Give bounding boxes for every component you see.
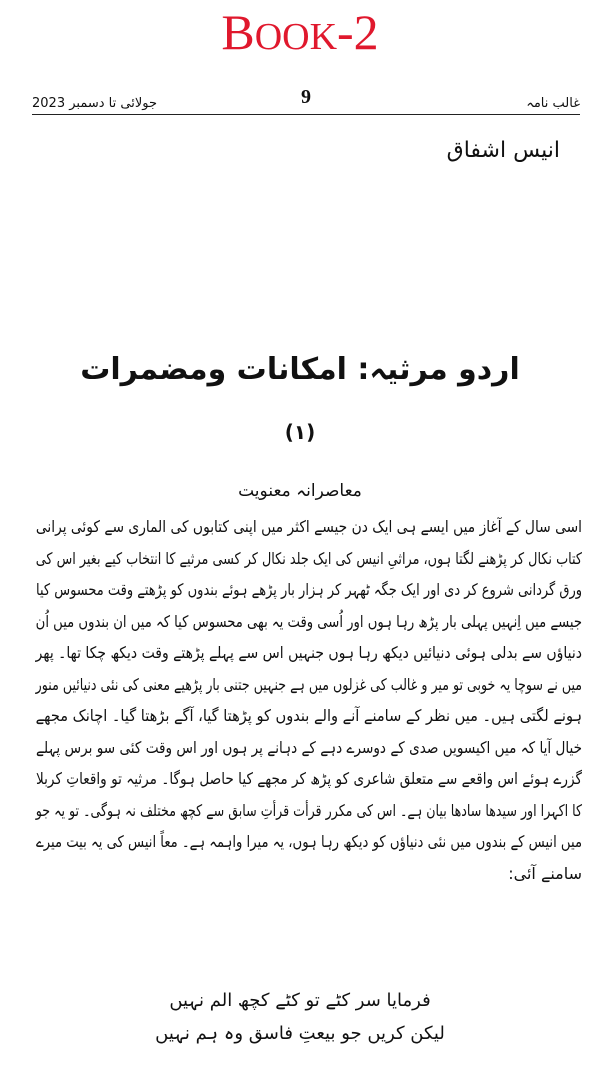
body-line: ورق گردانی شروع کر دی اور ایک جگہ ٹھہر کر ہزار بار پڑھے ہوئے بندوں کو پڑھتے وقت محسوس کیا bbox=[36, 580, 582, 599]
section-subheading: معاصرانہ معنویت bbox=[238, 481, 362, 501]
body-line: خیال آیا کہ میں اکیسویں صدی کے دوسرے دہے کے دہانے پر ہوں اور اس وقت کئی سو برس پہلے bbox=[36, 737, 582, 757]
body-line: اسی سال کے آغاز میں ایسے ہی ایک دن جیسے اکثر میں اپنی کتابوں کی الماری سے کوئی پرانی bbox=[35, 517, 583, 536]
body-line: کا اکہرا اور سیدھا سادھا بیان ہے۔ اس کی مکرر قرأت قرأتِ سابق سے کچھ مختلف نہ ہوگی۔ تو یہ جو bbox=[35, 800, 583, 820]
book-label-initial: B bbox=[221, 4, 255, 60]
book-label bbox=[0, 2, 600, 67]
issue-date: جولائی تا دسمبر 2023 bbox=[32, 96, 157, 111]
body-line: میں نے سوچا یہ خوبی تو میر و غالب کی غزلوں میں ہے جنہیں جتنی بار پڑھیے معنی کی نئی دنیائیں منور bbox=[35, 674, 582, 694]
section-number: (۱) bbox=[284, 420, 316, 444]
book-label-number: -2 bbox=[337, 4, 379, 60]
verse-couplet bbox=[0, 984, 600, 1050]
body-line: کتاب نکال کر پڑھنے لگتا ہوں، مراثیِ انیس کی ایک جلد نکال کر کسی مرثیے کا انتخاب کیے بغیر اس کی bbox=[35, 548, 583, 568]
body-line: دنیاؤں سے بدلی ہوئی دنیائیں دیکھ رہا ہوں جنہیں اس سے پہلے پڑھتے وقت دیکھ چکا تھا۔ پھر bbox=[35, 643, 583, 662]
body-line: گزرے ہوئے اس واقعے سے متعلق شاعری کو پڑھ کر مجھے کیا حاصل ہوگا۔ مرثیہ تو واقعاتِ کربلا bbox=[36, 769, 582, 788]
body-text bbox=[36, 511, 582, 889]
body-line: سامنے آئی: bbox=[508, 863, 582, 883]
article-title: اردو مرثیہ: امکانات ومضمرات bbox=[80, 352, 520, 387]
body-line: جیسے میں اِنہیں پہلی بار پڑھ رہا ہوں اور اُسی وقت یہ بھی محسوس کیا کہ میں ان بندوں میں اُن bbox=[35, 611, 582, 631]
body-line: میں انیس کے بندوں میں نئی دنیاؤں کو دیکھ رہا ہوں، یہ میرا واہمہ ہے۔ معاً انیس کی یہ بیت میرے bbox=[36, 832, 582, 851]
book-label-rest: OOK bbox=[254, 16, 338, 58]
page-number: 9 bbox=[301, 86, 311, 108]
body-line: ہونے لگتی ہیں۔ میں نظر کے سامنے آنے والے بندوں کو پڑھتا گیا، آگے بڑھتا گیا۔ اچانک مجھے bbox=[35, 706, 583, 725]
journal-name: غالب نامہ bbox=[526, 96, 580, 111]
running-header bbox=[32, 86, 580, 115]
verse-line-1: فرمایا سر کٹے تو کٹے کچھ الم نہیں bbox=[169, 990, 431, 1011]
author-name: انیس اشفاق bbox=[446, 138, 560, 163]
verse-line-2: لیکن کریں جو بیعتِ فاسق وہ ہم نہیں bbox=[155, 1023, 445, 1044]
